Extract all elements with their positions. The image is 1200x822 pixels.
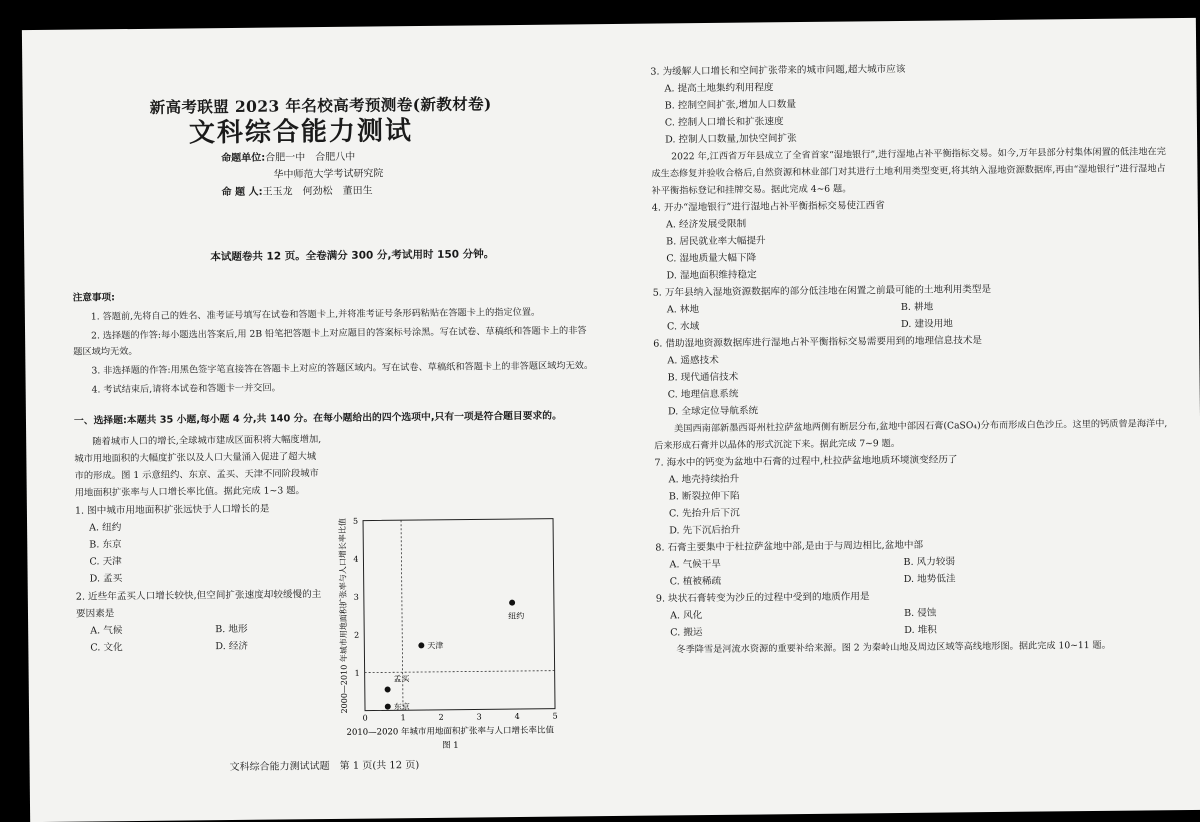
x-tick-label: 3 [476,712,482,722]
option: B. 居民就业率大幅提升 [666,235,766,248]
option: A. 气候 [90,625,123,637]
question-3 [650,58,1171,148]
question-7 [654,449,1175,539]
data-point [418,642,424,648]
notice-item: 4. 考试结束后,请将本试卷和答题卡一并交回。 [91,382,281,396]
question-stem: 4. 开办“湿地银行”进行湿地占补平衡指标交易使江西省 [651,200,885,214]
subject-title: 文科综合能力测试 [188,116,414,149]
option: C. 天津 [89,556,122,568]
question-9 [656,585,1177,641]
option: B. 控制空间扩张,增加人口数量 [664,99,797,112]
question-stem: 1. 图中城市用地面积扩张远快于人口增长的是 [74,503,270,517]
exam-page [22,18,1200,822]
y-tick-label: 4 [353,554,359,564]
unit-2: 华中师范大学考试研究院 [273,168,384,181]
authors: 王玉龙 何劲松 董田生 [262,185,373,198]
option: B. 侵蚀 [903,607,937,619]
data-point [385,704,391,710]
option: B. 耕地 [900,301,934,313]
question-6 [653,330,1174,420]
x-tick-label: 4 [514,711,520,722]
plot-frame [363,519,555,711]
option: D. 湿地面积维持稳定 [666,269,757,282]
option: B. 地形 [215,623,248,636]
question-stem: 5. 万年县纳入湿地资源数据库的部分低洼地在闲置之前最可能的土地利用类型是 [652,284,992,299]
y-tick-label: 1 [354,668,360,678]
option: C. 先抬升后下沉 [668,507,740,520]
option: A. 气候干旱 [669,558,721,571]
option: A. 提高土地集约利用程度 [664,82,774,95]
question-5 [653,279,1174,335]
y-tick-label: 5 [352,516,359,526]
question-stem: 6. 借助湿地资源数据库进行湿地占补平衡指标交易需要用到的地理信息技术是 [653,335,983,350]
right-column [650,58,1176,658]
chart-title: 图 1 [442,740,459,751]
option: D. 全球定位导航系统 [667,405,759,418]
point-label: 东京 [393,702,410,712]
exam-meta [221,146,592,201]
notice-item: 1. 答题前,先将自己的姓名、准考证号填写在试卷和答题卡上,并将准考证号条形码粘贴在答题卡上的指定位置。 [90,306,541,323]
option: C. 控制人口增长和扩张速度 [664,116,784,129]
option: C. 文化 [90,642,123,654]
option: B. 东京 [89,539,122,551]
notice-item: 2. 选择题的作答:每小题选出答案后,用 2B 铅笔把答题卡上对应题目的答案标号涂黑。写在试卷、草稿纸和答题卡上的非答题区域均无效。 [73,325,587,358]
option: D. 先下沉后抬升 [669,524,741,537]
option: C. 水域 [666,321,700,333]
question-4 [652,194,1173,284]
option: D. 堆积 [904,624,937,636]
data-point [385,686,391,692]
x-tick-label: 2 [438,712,444,722]
point-label: 孟买 [393,674,410,684]
x-tick-label: 5 [552,711,558,721]
exam-title: 新高考联盟 2023 年名校高考预测卷(新教材卷) [149,94,492,117]
question-stem: 9. 块状石膏转变为沙丘的过程中受到的地质作用是 [655,591,870,605]
option: C. 搬运 [670,627,703,639]
point-label: 纽约 [508,611,525,621]
option: D. 地势低洼 [903,573,956,585]
reference-line-y [365,671,555,673]
option: A. 地壳持续抬升 [668,473,740,486]
option: A. 林地 [666,304,700,316]
x-axis-label: 2010—2020 年城市用地面积扩张率与人口增长率比值 [346,725,555,738]
section-heading: 一、选择题:本题共 35 小题,每小题 4 分,共 140 分。在每小题给出的四个选项中,只有一项是符合题目要求的。 [73,410,562,427]
question-stem: 7. 海水中的钙变为盆地中石膏的过程中,杜拉萨盆地地质环境演变经历了 [654,454,958,469]
point-label: 天津 [427,641,444,651]
x-tick-label: 1 [400,713,406,723]
x-tick-label: 0 [362,713,368,723]
option: A. 风化 [669,610,703,622]
question-stem: 8. 石膏主要集中于杜拉萨盆地中部,是由于与周边相比,盆地中部 [655,539,924,554]
option: D. 经济 [215,640,249,653]
y-tick-label: 3 [353,592,359,602]
intro-q4-6: 2022 年,江西省万年县成立了全省首家“湿地银行”,进行湿地占补平衡指标交易。如今,万年县部分村集体闲置的低洼地在完成生态修复并验收合格后,自然资源和林业部门对其进行土地利用类型变更,将其纳入湿地资源数据库,再由“湿地银行”进行湿地占补平衡指标登记和挂牌交易。据此完成 4~6 题。 [651,146,1166,197]
y-tick-label: 2 [354,630,360,640]
option: D. 建设用地 [900,318,953,330]
option: B. 风力较弱 [903,556,956,568]
option: D. 控制人口数量,加快空间扩张 [665,133,797,146]
option: C. 地理信息系统 [667,388,739,401]
option: B. 现代通信技术 [667,371,739,384]
option: D. 孟买 [89,573,123,585]
notice-item: 3. 非选择题的作答:用黑色签字笔直接答在答题卡上对应的答题区域内。写在试卷、草稿纸和答题卡上的非答题区域均无效。 [91,360,594,377]
scatter-chart [327,510,579,753]
page-footer: 文科综合能力测试试题 第 1 页(共 12 页) [229,760,420,774]
data-point [509,600,515,606]
option: A. 遥感技术 [667,354,719,367]
unit-label: 命题单位: [221,152,266,165]
unit-1: 合肥一中 合肥八中 [265,151,356,164]
authors-label: 命 题 人: [221,186,263,199]
y-axis-label: 2000—2010 年城市用地面积扩张率与人口增长率比值 [338,518,350,714]
question-8 [655,534,1176,590]
intro-q10-11: 冬季降雪是河流水资源的重要补给来源。图 2 为秦岭山地及周边区域等高线地形图。据此完成 10~11 题。 [676,639,1111,656]
score-line: 本试题卷共 12 页。全卷满分 300 分,考试用时 150 分钟。 [210,248,495,264]
question-2 [76,586,327,657]
intro-q1-3: 随着城市人口的增长,全球城市建成区面积将大幅度增加,城市用地面积的大幅度扩张以及人口大量涌入促进了超大城市的形成。图 1 示意纽约、东京、孟买、天津不同阶段城市用地面积扩张率与人口增长率比值。据此完成 1~3 题。 [74,434,322,499]
option: A. 纽约 [89,522,122,534]
option: C. 湿地质量大幅下降 [666,252,757,265]
option: A. 经济发展受限制 [665,218,747,231]
question-stem: 3. 为缓解人口增长和空间扩张带来的城市问题,超大城市应该 [650,63,906,78]
option: B. 断裂拉伸下陷 [668,490,740,503]
option: C. 植被稀疏 [669,575,722,588]
question-stem: 2. 近些年孟买人口增长较快,但空间扩张速度却较缓慢的主要因素是 [75,589,322,620]
intro-q7-9: 美国西南部新墨西哥州杜拉萨盆地两侧有断层分布,盆地中部因石膏(CaSO₄)分布而形成白色沙丘。这里的钙质曾是海洋中,后来形成石膏并以晶体的形式沉淀下来。据此完成 7~9 题。 [654,418,1168,452]
notice-heading: 注意事项: [72,292,115,304]
